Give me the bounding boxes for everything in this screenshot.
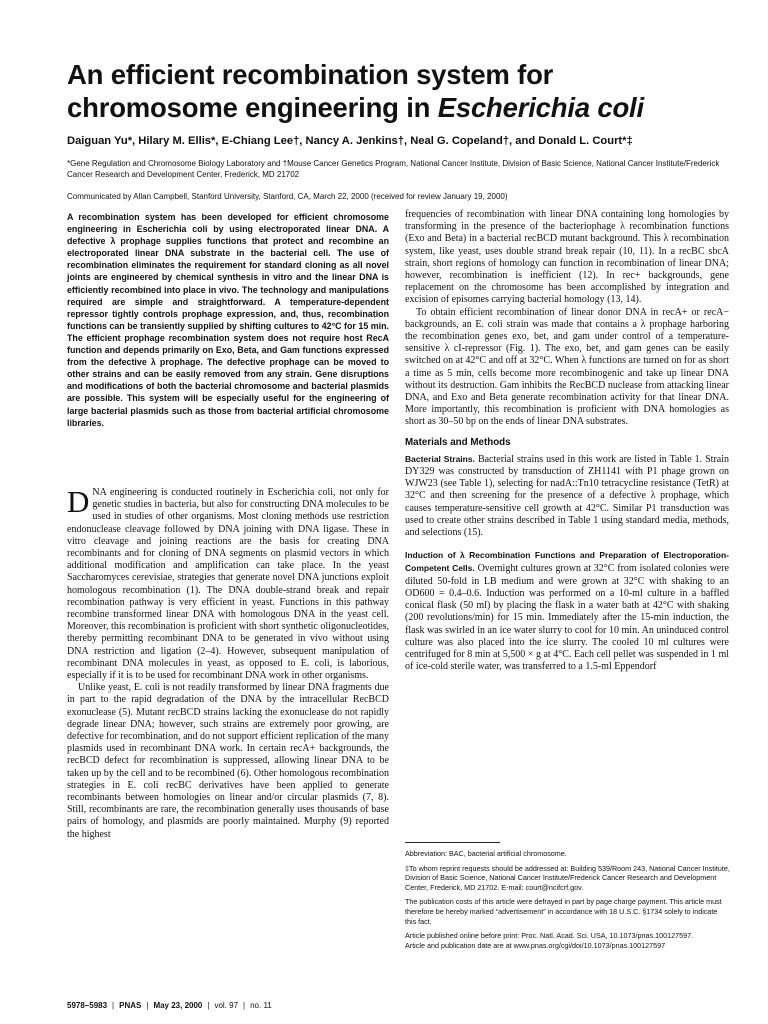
author-list: Daiguan Yu*, Hilary M. Ellis*, E-Chiang Lee†, Nancy A. Jenkins†, Neal G. Copeland†, and Donald L. Court*‡ xyxy=(67,135,633,147)
strains-text: Bacterial strains used in this work are listed in Table 1. Strain DY329 was constructed by transduction of ZH1141 with P1 phage grown on WJW23 (see Table 1), selecting for nadA::Tn10 tetracycline resistance (TetR) at 32°C and then screening for the presence of a defective λ prophage, which causes temperature-sensitive cell growth at 42°C. Similar P1 transduction was used to create other strains described in Table 1 using standard media, methods, and selections (15). xyxy=(405,453,730,539)
methods-heading: Materials and Methods xyxy=(405,436,511,448)
right-column xyxy=(405,209,729,673)
footer-issue: no. 11 xyxy=(250,1001,272,1010)
footnote-reprint: ‡To whom reprint requests should be addressed at: Building 539/Room 243, National Cancer Institute, Division of Basic Science, National Cancer Institute/Frederick Cancer Research and Development Center, Frederick, MD 21702. E-mail: court@ncifcrf.gov. xyxy=(405,863,730,892)
footnote-rule xyxy=(405,842,500,843)
footnote-costs: The publication costs of this article were defrayed in part by page charge payment. This article must therefore be hereby marked “advertisement” in accordance with 18 U.S.C. §1734 solely to indicate this fact. xyxy=(405,897,722,926)
affiliations: *Gene Regulation and Chromosome Biology Laboratory and †Mouse Cancer Genetics Program, National Cancer Institute, Division of Basic Science, National Cancer Institute/Frederick Cancer Research and Development Center, Frederick, MD 21702 xyxy=(67,159,720,179)
footer-date: May 23, 2000 xyxy=(153,1001,203,1010)
footnotes xyxy=(405,849,730,955)
footnote-abbreviation: Abbreviation: BAC, bacterial artificial chromosome. xyxy=(405,849,567,858)
strains-heading: Bacterial Strains. xyxy=(405,453,475,464)
paper-title xyxy=(67,58,727,124)
footer-journal: PNAS xyxy=(119,1001,142,1010)
abstract: A recombination system has been developed for efficient chromosome engineering in Escherichia coli by using electroporated linear DNA. A defective λ prophage supplies functions that protect and recombine an electroporated linear DNA substrate in the bacterial cell. The use of recombination eliminates the requirement for standard cloning as all novel joints are engineered by chemical synthesis in vitro and the linear DNA is efficiently recombined into place in vivo. The technology and manipulations required are simple and straightforward. A temperature-dependent repressor tightly controls prophage expression, and, thus, recombination functions can be transiently supplied by shifting cultures to 42°C for 15 min. The efficient prophage recombination system does not require host RecA function and depends primarily on Exo, Beta, and Gam functions expressed from the defective λ prophage. The defective prophage can be moved to other strains and can be easily removed from any strain. Gene disruptions and modifications of both the bacterial chromosome and bacterial plasmids are possible. This system will be especially useful for the engineering of large bacterial plasmids such as those from bacterial artificial chromosome libraries. xyxy=(67,212,389,428)
intro-text-1: NA engineering is conducted routinely in Escherichia coli, not only for genetic studies in bacteria, but also for constructing DNA molecules to be used in studies of other organisms. Most cloning methods use restriction endonuclease cleavage followed by DNA joining with DNA ligase. These in vitro cleavage and joining reactions are the basis for creating DNA recombinants and for cloning of DNA segments on plasmid vectors in which additional modification and amplification can take place. In the yeast Saccharomyces cerevisiae, strategies that generate novel DNA junctions exploit homologous recombination (1). The DNA double-strand break and repair recombination pathway is very efficient in yeast. Functions in this pathway recombine transformed linear DNA with homologous DNA in the yeast cell. Moreover, this recombination is proficient with short synthetic oligonucleotides, thereby permitting recombinant DNA to be generated in vivo without using DNA restriction and ligation (2–4). However, subsequent manipulation of recombinant DNA molecules in yeast, as opposed to E. coli, is laborious, especially if it is to be used for recombinant DNA work in other organisms. xyxy=(67,487,389,682)
right-paragraph-1: frequencies of recombination with linear DNA containing long homologies by transforming in the presence of the bacteriophage λ recombination functions (Exo and Beta) in a bacterial recBCD mutant background. This λ recombination system, like yeast, uses double strand break repair (10, 11). In a recBC sbcA strain, short regions of homology can function in recombination of linear DNA; however, recombination is inefficient (12). In rec+ backgrounds, gene replacement on the chromosome has been accomplished by integration and excision of episomes carrying bacterial homology (13, 14). xyxy=(405,209,729,306)
footer-pages: 5978–5983 xyxy=(67,1001,108,1010)
drop-cap: D xyxy=(67,484,90,519)
communicated-by: Communicated by Allan Campbell, Stanford University, Stanford, CA, March 22, 2000 (received for review January 19, 2000) xyxy=(67,192,508,201)
intro-paragraph-2: Unlike yeast, E. coli is not readily transformed by linear DNA fragments due in part to the rapid degradation of the DNA by the intracellular RecBCD exonuclease (5). Mutant recBCD strains lacking the exonuclease do not rapidly degrade linear DNA; however, such strains are extremely poor growing, are defective for recombination, and do not support efficient replication of the many plasmids used in recombinant DNA work. In certain recA+ backgrounds, the recBCD defect for recombination is suppressed, allowing linear DNA to be taken up by the cell and to be recombined (6). Other homologous recombination strategies in E. coli recBC derivatives have been applied to generate recombinants between homologies on linear and/or circular plasmids (7, 8). Still, recombinants are rare, the recombination generally uses thousands of base pairs of homology, and plasmids are poorly maintained. Murphy (9) reported the highest xyxy=(67,682,389,840)
title-organism: Escherichia coli xyxy=(437,92,644,123)
strains-paragraph xyxy=(405,453,729,539)
induction-heading: Induction of λ Recombination Functions and Preparation of Electroporation-Competent Cells. xyxy=(405,550,729,574)
footer-volume: vol. 97 xyxy=(214,1001,239,1010)
title-main: An efficient recombination system for chromosome engineering in xyxy=(67,59,554,123)
intro-paragraph-1 xyxy=(67,484,389,682)
footnote-published-2: Article and publication date are at www.pnas.org/cgi/doi/10.1073/pnas.100127597 xyxy=(405,940,666,950)
page-footer: 5978–5983 | PNAS | May 23, 2000 | vol. 97 | no. 11 xyxy=(67,1001,272,1010)
induction-paragraph xyxy=(405,549,729,673)
right-paragraph-2: To obtain efficient recombination of linear donor DNA in recA+ or recA− backgrounds, an E. coli strain was made that contains a λ prophage harboring the recombination genes exo, bet, and gam under control of a temperature-sensitive λ cI-repressor (Fig. 1). The exo, bet, and gam genes can be easily switched on at 42°C and off at 32°C. When λ functions are turned on for as short a time as 5 min, cells become more recombinogenic and take up linear DNA without its destruction. Gam inhibits the RecBCD nuclease from attacking linear DNA, and Exo and Beta generate recombination activity for that linear DNA. More importantly, this recombination is proficient with DNA homologies as short as 30–50 bp on the ends of linear DNA substrates. xyxy=(405,306,729,428)
footnote-published-1: Article published online before print: Proc. Natl. Acad. Sci. USA, 10.1073/pnas.100127597. xyxy=(405,931,694,941)
introduction xyxy=(67,484,389,841)
induction-text: Overnight cultures grown at 32°C from isolated colonies were diluted 50-fold in LB medium and were grown at 32°C with shaking to an OD600 = 0.4–0.6. Induction was performed on a 10-ml culture in a baffled conical flask (50 ml) by placing the flask in a water bath at 42°C with shaking (200 revolutions/min) for 15 min. Immediately after the 15-min induction, the flask was swirled in an ice water slurry to cool for 10 min. An uninduced control culture was also placed into the ice slurry. The cooled 10 ml cultures were centrifuged for 8 min at 5,500 × g at 4°C. Each cell pellet was suspended in 1 ml of ice-cold sterile water, was transferred to a 1.5-ml Eppendorf xyxy=(405,563,729,673)
